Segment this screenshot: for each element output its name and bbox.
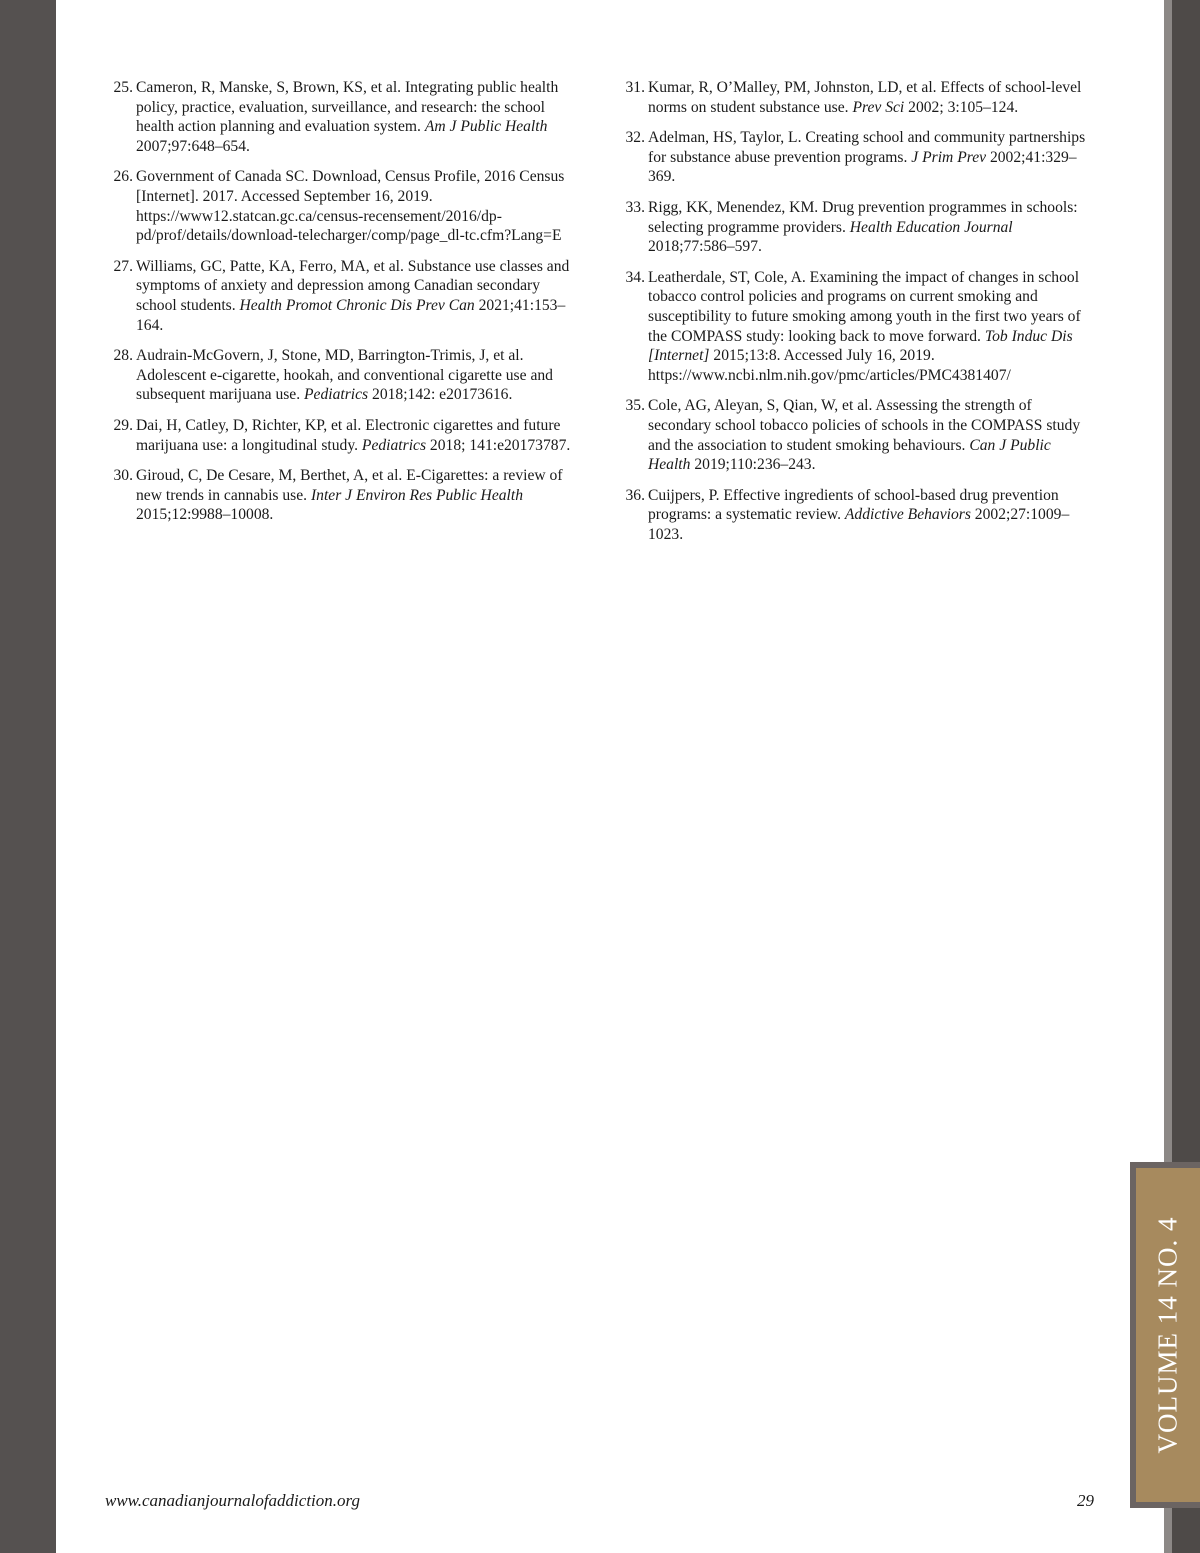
footer-url[interactable]: www.canadianjournalofaddiction.org (105, 1491, 361, 1510)
reference-item (617, 268, 1097, 386)
reference-item (105, 257, 583, 335)
reference-number: 25. (113, 79, 133, 96)
reference-text: Audrain-McGovern, J, Stone, MD, Barrington-Trimis, J, et al. Adolescent e-cigarette, hookah, and conventional cigarette use and subsequent marijuana use. Pediatrics 2018;142: e20173616. (136, 347, 553, 404)
reference-number: 34. (625, 268, 645, 286)
journal-name: Pediatrics (361, 436, 427, 454)
journal-name: Health Promot Chronic Dis Prev Can (239, 296, 475, 314)
references-right-column (617, 78, 1097, 555)
journal-name: Inter J Environ Res Public Health (310, 486, 523, 504)
reference-text: Cameron, R, Manske, S, Brown, KS, et al. Integrating public health policy, practice, evaluation, surveillance, and research: the school health action planning and evaluation system. Am J Public Health 2007;97:648–654. (136, 79, 559, 155)
reference-number: 32. (625, 129, 645, 147)
reference-item (105, 167, 583, 245)
reference-item (105, 78, 583, 156)
reference-item (105, 346, 583, 405)
journal-name: Prev Sci (852, 98, 905, 116)
reference-number: 36. (625, 486, 645, 504)
reference-item (617, 486, 1097, 545)
reference-text: Giroud, C, De Cesare, M, Berthet, A, et al. E-Cigarettes: a review of new trends in cannabis use. Inter J Environ Res Public Health 2015;12:9988–10008. (136, 467, 563, 524)
reference-number: 33. (625, 198, 645, 216)
journal-name: Am J Public Health (424, 118, 548, 136)
reference-item (105, 466, 583, 525)
volume-tab (1130, 1162, 1200, 1508)
reference-number: 35. (625, 397, 645, 415)
reference-number: 30. (113, 467, 133, 485)
page-number: 29 (1077, 1491, 1094, 1510)
references-left-column (105, 78, 583, 536)
reference-text: Adelman, HS, Taylor, L. Creating school and community partnerships for substance abuse prevention programs. J Prim Prev 2002;41:329–369. (648, 129, 1086, 186)
reference-number: 29. (113, 416, 133, 434)
reference-item (617, 396, 1097, 474)
reference-text: Williams, GC, Patte, KA, Ferro, MA, et al. Substance use classes and symptoms of anxiety and depression among Canadian secondary school students. Health Promot Chronic Dis Prev Can 2021;41:153–164. (136, 257, 570, 334)
reference-number: 28. (113, 347, 133, 365)
reference-item (105, 416, 583, 455)
reference-text: Kumar, R, O’Malley, PM, Johnston, LD, et al. Effects of school-level norms on student substance use. Prev Sci 2002; 3:105–124. (648, 79, 1082, 116)
reference-text: Rigg, KK, Menendez, KM. Drug prevention programmes in schools: selecting programme providers. Health Education Journal 2018;77:586–597. (648, 198, 1078, 256)
reference-number: 26. (113, 168, 133, 186)
reference-text: Cuijpers, P. Effective ingredients of school-based drug prevention programs: a systematic review. Addictive Behaviors 2002;27:1009–1023. (648, 486, 1070, 543)
reference-item (617, 78, 1097, 117)
reference-item (617, 198, 1097, 257)
journal-name: Health Education Journal (849, 218, 1013, 236)
reference-item (617, 128, 1097, 187)
journal-name: Addictive Behaviors (844, 506, 971, 524)
reference-text: Cole, AG, Aleyan, S, Qian, W, et al. Assessing the strength of secondary school tobacco policies of schools in the COMPASS study and the association to student smoking behaviours. Can J Public Health 2019;110:236–243. (648, 397, 1081, 474)
reference-number: 27. (113, 257, 133, 275)
reference-text: Government of Canada SC. Download, Census Profile, 2016 Census [Internet]. 2017. Accessed September 16, 2019. https://www12.statcan.gc.ca/census-recensement/2016/dp-pd/prof/details/download-telecharger/comp/page_dl-tc.cfm?Lang=E (136, 168, 565, 245)
journal-name: J Prim Prev (911, 148, 987, 166)
volume-label: VOLUME 14 NO. 4 (1152, 1216, 1183, 1454)
journal-name: Pediatrics (304, 386, 369, 404)
reference-text: Leatherdale, ST, Cole, A. Examining the impact of changes in school tobacco control policies and programs on current smoking and susceptibility to future smoking among youth in the first two years of the COMPASS study: looking back to move forward. Tob Induc Dis [Internet] 2015;13:8. Accessed July 16, 2019. https://www.ncbi.nlm.nih.gov/pmc/articles/PMC4381407/ (648, 268, 1081, 384)
reference-number: 31. (625, 79, 645, 96)
journal-name: Can J Public Health (648, 436, 1051, 474)
reference-text: Dai, H, Catley, D, Richter, KP, et al. Electronic cigarettes and future marijuana use: a longitudinal study. Pediatrics 2018; 141:e20173787. (136, 416, 571, 454)
journal-name: Tob Induc Dis [Internet] (648, 327, 1073, 365)
